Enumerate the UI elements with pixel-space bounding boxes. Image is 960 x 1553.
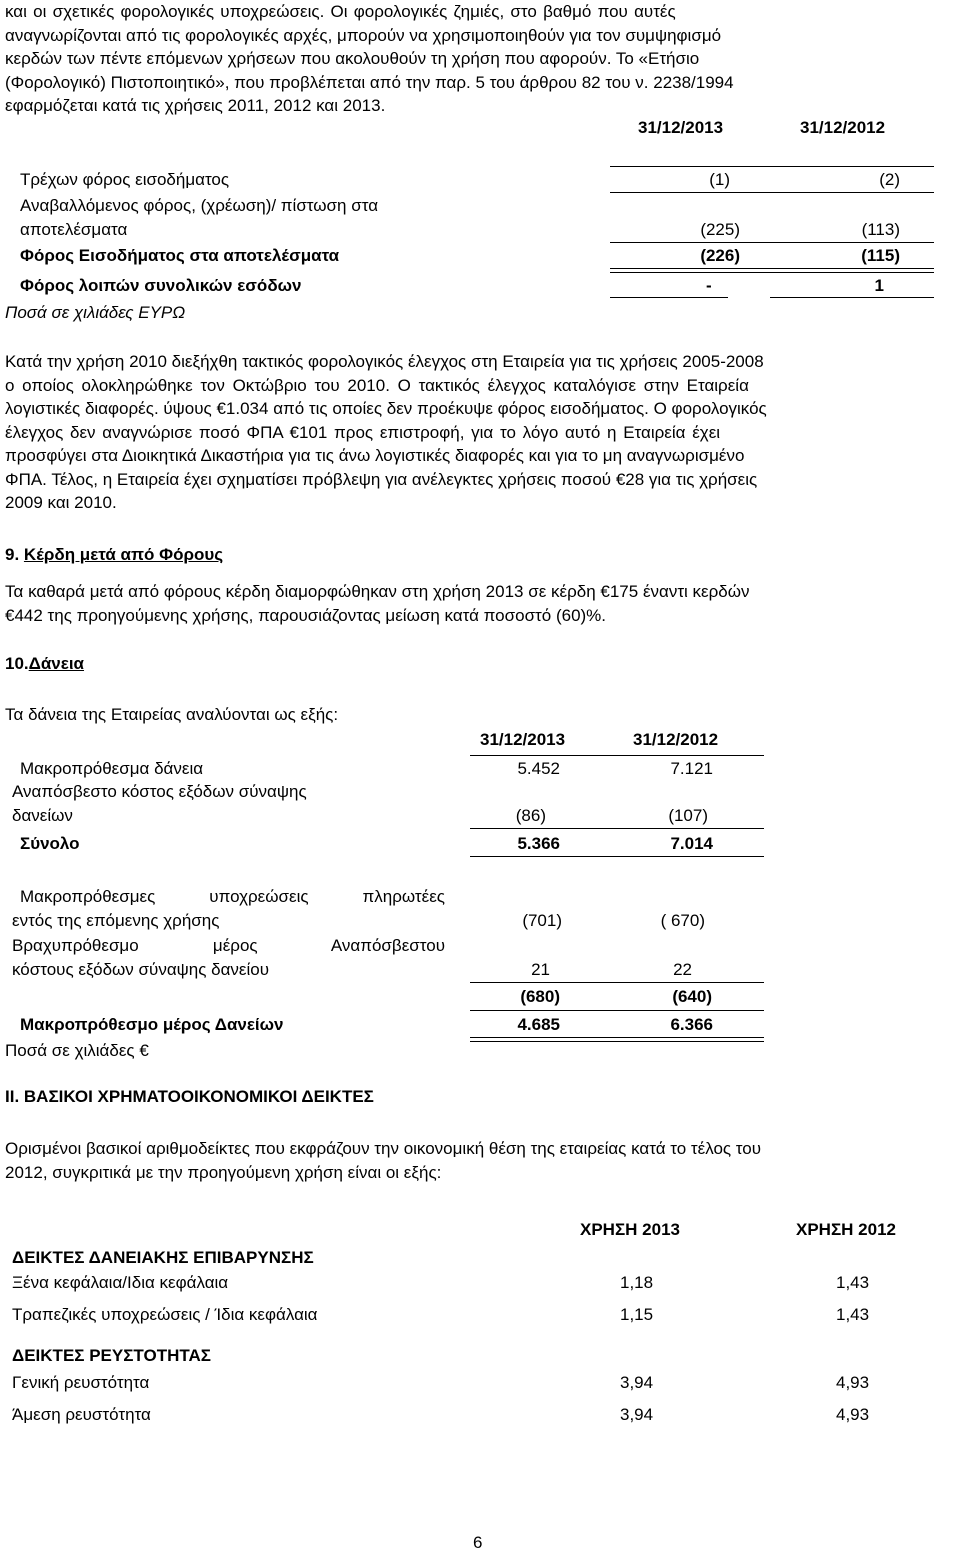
loans-double-rule (470, 1037, 764, 1042)
loans-row-longterm-portion-label: Μακροπρόθεσμο μέρος Δανείων (20, 1015, 284, 1034)
tax-rule-3b (770, 297, 934, 298)
ratios-header-2013: ΧΡΗΣΗ 2013 (580, 1220, 680, 1239)
tax-row-total-2013: (226) (700, 246, 740, 265)
tax-rule-3a (610, 297, 728, 298)
loans-row-short-2013: 21 (531, 960, 550, 979)
tax-header-2012: 31/12/2012 (800, 118, 886, 137)
audit-line-1: Κατά την χρήση 2010 διεξήχθη τακτικός φορολογικός έλεγχος στη Εταιρεία για τις χρήσεις 2005-2008 (5, 352, 764, 371)
tax-row-current-2013: (1) (709, 170, 730, 189)
loans-row-short-2012: 22 (673, 960, 692, 979)
loans-row-short-label-1: Βραχυπρόθεσμο μέρος Αναπόσβεστου (12, 936, 445, 955)
intro-line-5: εφαρμόζεται κατά τις χρήσεις 2011, 2012 και 2013. (5, 96, 386, 115)
loans-row-subtotal-2013: (680) (520, 987, 560, 1006)
loans-row-current-2012: ( 670) (660, 911, 705, 930)
loans-row-total-2012: 7.014 (670, 834, 713, 853)
loans-header-rule (470, 755, 764, 756)
loans-row-longterm-2012: 7.121 (670, 759, 713, 778)
intro-line-2: αναγνωρίζονται από τις φορολογικές αρχές, μπορούν να χρησιμοποιηθούν για τον συμψηφισμό (5, 25, 722, 45)
ratios-group1-row1-2012: 1,43 (836, 1273, 870, 1292)
ratios-group1-row1-2013: 1,18 (620, 1273, 654, 1292)
section10-intro: Τα δάνεια της Εταιρείας αναλύονται ως εξής: (5, 705, 339, 724)
loans-rule-3 (470, 982, 764, 983)
page-number: 6 (473, 1533, 483, 1552)
loans-rule-1 (470, 828, 764, 829)
loans-row-amortized-label-2: δανείων (12, 806, 73, 825)
loans-row-subtotal-2012: (640) (672, 987, 712, 1006)
ratios-header-2012: ΧΡΗΣΗ 2012 (796, 1220, 896, 1239)
section10-title: Δάνεια (28, 654, 85, 673)
loans-row-current-label-2: εντός της επόμενης χρήσης (12, 911, 220, 930)
loans-row-current-label-1: Μακροπρόθεσμες υποχρεώσεις πληρωτέες (20, 887, 445, 906)
section9-number: 9. (5, 545, 20, 564)
section-ii-intro-line-1: Ορισμένοι βασικοί αριθμοδείκτες που εκφράζουν την οικονομική θέση της εταιρείας κατά το τέλος του (5, 1139, 762, 1158)
loans-row-current-2013: (701) (522, 911, 562, 930)
loans-row-amortized-2012: (107) (668, 806, 708, 825)
section9-heading (5, 545, 223, 565)
ratios-group2-row1-label: Γενική ρευστότητα (12, 1373, 150, 1392)
ratios-group1-row2-2012: 1,43 (836, 1305, 870, 1324)
section10-number: 10. (5, 654, 29, 673)
tax-row-current-label: Τρέχων φόρος εισοδήματος (20, 170, 230, 189)
tax-row-deferred-label-2: αποτελέσματα (20, 220, 128, 239)
tax-row-other-2013: - (706, 276, 712, 295)
tax-row-other-2012: 1 (874, 276, 884, 295)
loans-row-longterm-label: Μακροπρόθεσμα δάνεια (20, 759, 204, 778)
tax-row-other-label: Φόρος λοιπών συνολικών εσόδων (20, 276, 302, 295)
loans-row-total-label: Σύνολο (20, 834, 80, 853)
loans-row-short-label-2: κόστους εξόδων σύναψης δανείου (12, 960, 270, 979)
audit-line-6: ΦΠΑ. Τέλος, η Εταιρεία έχει σχηματίσει πρόβλεψη για ανέλεγκτες χρήσεις ποσού €28 για τις χρήσεις (5, 469, 758, 489)
section9-title: Κέρδη μετά από Φόρους (23, 545, 224, 564)
section-ii-title: II. ΒΑΣΙΚΟΙ ΧΡΗΜΑΤΟΟΙΚΟΝΟΜΙΚΟΙ ΔΕΙΚΤΕΣ (5, 1087, 374, 1106)
loans-row-longterm-portion-2012: 6.366 (670, 1015, 713, 1034)
ratios-group1-row2-2013: 1,15 (620, 1305, 654, 1324)
ratios-group1-row1-label: Ξένα κεφάλαια/Ιδια κεφάλαια (12, 1273, 229, 1292)
loans-rule-4 (470, 1010, 764, 1011)
intro-line-1: και οι σχετικές φορολογικές υποχρεώσεις. Οι φορολογικές ζημιές, στο βαθμό που αυτές (5, 2, 676, 21)
intro-line-4: (Φορολογικό) Πιστοποιητικό», που προβλέπεται από την παρ. 5 του άρθρου 82 του ν. 2238/1994 (5, 72, 734, 92)
loans-header-2012: 31/12/2012 (633, 730, 719, 749)
audit-paragraph (5, 350, 955, 515)
audit-line-5: προσφύγει στα Διοικητικά Δικαστήρια για τις άνω λογιστικές διαφορές και για το μη αναγνωρισμένο (5, 446, 745, 465)
tax-row-current-2012: (2) (879, 170, 900, 189)
section9-line-1: Τα καθαρά μετά από φόρους κέρδη διαμορφώθηκαν στη χρήση 2013 σε κέρδη €175 έναντι κερδών (5, 582, 750, 601)
section9-paragraph (5, 580, 955, 627)
audit-line-7: 2009 και 2010. (5, 493, 117, 512)
tax-header-rule (610, 166, 934, 167)
tax-row-deferred-2013: (225) (700, 220, 740, 239)
audit-line-2: ο οποίος ολοκληρώθηκε τον Οκτώβριο του 2010. Ο τακτικός έλεγχος καταλόγισε στην Εταιρεία (5, 375, 749, 395)
tax-double-rule (610, 268, 934, 273)
loans-header-2013: 31/12/2013 (480, 730, 566, 749)
intro-paragraph (5, 0, 955, 118)
tax-rule-1 (610, 192, 934, 193)
ratios-group1-row2-label: Τραπεζικές υποχρεώσεις / Ίδια κεφάλαια (12, 1305, 318, 1324)
section-ii-intro (5, 1137, 955, 1184)
section-ii-intro-line-2: 2012, συγκριτικά με την προηγούμενη χρήση είναι οι εξής: (5, 1162, 442, 1182)
ratios-group2-row1-2012: 4,93 (836, 1373, 870, 1392)
tax-row-total-2012: (115) (861, 246, 900, 265)
tax-row-deferred-label-1: Αναβαλλόμενος φόρος, (χρέωση)/ πίστωση στα (20, 196, 379, 215)
ratios-group2-row2-2013: 3,94 (620, 1405, 654, 1424)
tax-note: Ποσά σε χιλιάδες ΕΥΡΩ (5, 303, 186, 322)
loans-row-longterm-portion-2013: 4.685 (517, 1015, 560, 1034)
ratios-group2-row1-2013: 3,94 (620, 1373, 654, 1392)
section10-heading (5, 654, 84, 674)
loans-row-amortized-label-1: Αναπόσβεστο κόστος εξόδων σύναψης (12, 782, 307, 801)
loans-row-longterm-2013: 5.452 (517, 759, 560, 778)
section9-line-2: €442 της προηγούμενης χρήσης, παρουσιάζοντας μείωση κατά ποσοστό (60)%. (5, 605, 607, 625)
audit-line-3: λογιστικές διαφορές. ύψους €1.034 από τις οποίες δεν προέκυψε φόρος εισοδήματος. Ο φορολογικός (5, 399, 767, 418)
tax-row-total-label: Φόρος Εισοδήματος στα αποτελέσματα (20, 246, 340, 265)
loans-row-amortized-2013: (86) (515, 806, 546, 825)
audit-line-4: έλεγχος δεν αναγνώρισε ποσό ΦΠΑ €101 προς επιστροφή, για το λόγο αυτό η Εταιρεία έχει (5, 422, 721, 442)
tax-header-2013: 31/12/2013 (638, 118, 724, 137)
ratios-group2-title: ΔΕΙΚΤΕΣ ΡΕΥΣΤΟΤΗΤΑΣ (12, 1346, 211, 1365)
ratios-group2-row2-label: Άμεση ρευστότητα (12, 1405, 151, 1424)
ratios-group1-title: ΔΕΙΚΤΕΣ ΔΑΝΕΙΑΚΗΣ ΕΠΙΒΑΡΥΝΣΗΣ (12, 1248, 314, 1267)
tax-rule-2 (610, 242, 934, 243)
loans-rule-2 (470, 856, 764, 857)
ratios-group2-row2-2012: 4,93 (836, 1405, 870, 1424)
loans-row-total-2013: 5.366 (517, 834, 560, 853)
intro-line-3: κερδών των πέντε επόμενων χρήσεων που ακολουθούν τη χρήση που αφορούν. Το «Ετήσιο (5, 49, 700, 68)
tax-row-deferred-2012: (113) (861, 220, 900, 239)
loans-note: Ποσά σε χιλιάδες € (5, 1041, 149, 1060)
